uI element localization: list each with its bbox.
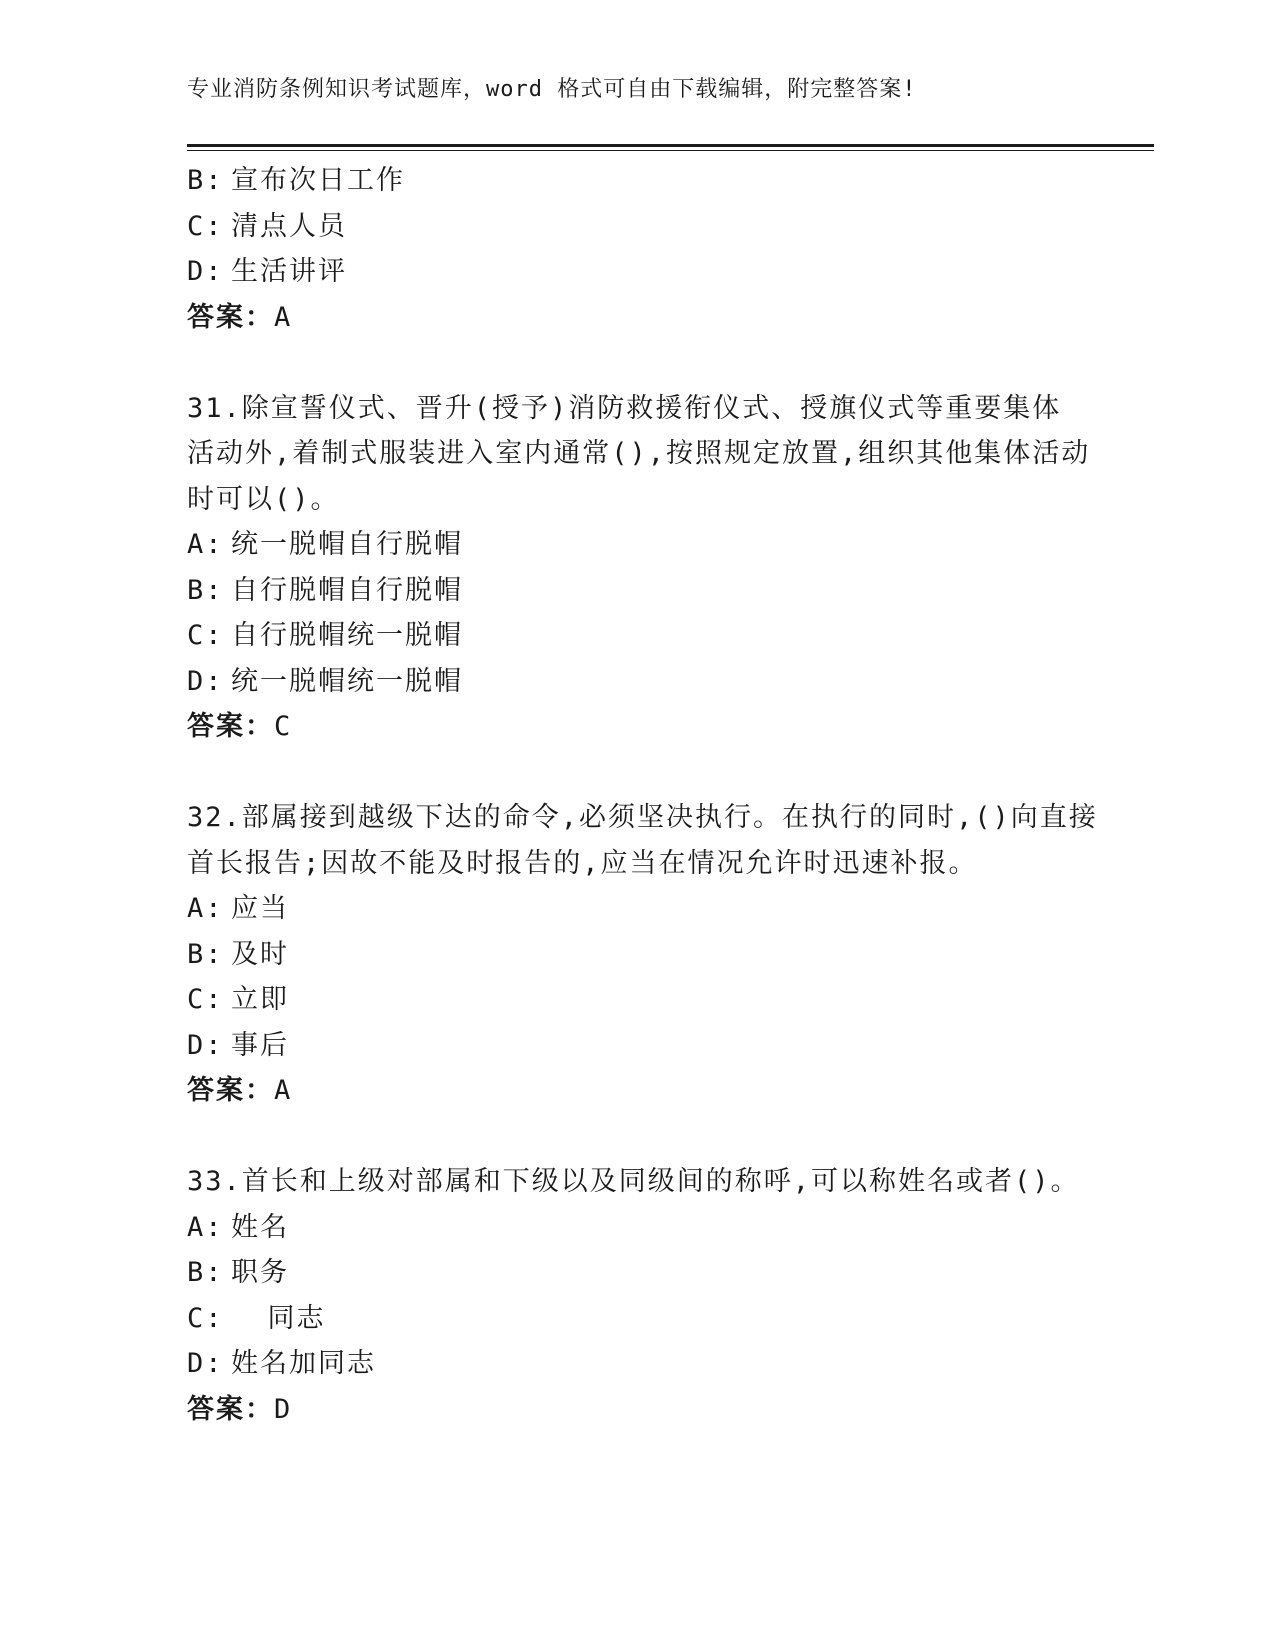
answer-label: 答案： [187, 1393, 274, 1425]
answer-line [187, 1068, 1087, 1114]
spacer [187, 750, 1087, 796]
question-31 [187, 386, 1091, 750]
option-text: 生活讲评 [231, 256, 347, 287]
option-c [187, 204, 1087, 250]
question-stem-line: 31.除宣誓仪式、晋升(授予)消防救援衔仪式、授旗仪式等重要集体 [187, 392, 1062, 424]
answer-line [187, 1387, 1087, 1433]
question-stem-line: 32.部属接到越级下达的命令,必须坚决执行。在执行的同时,()向直接 [187, 802, 1098, 833]
option-text: 姓名加同志 [231, 1348, 376, 1379]
spacer [187, 340, 1087, 386]
option-key: D: [187, 1029, 224, 1061]
option-text: 职务 [231, 1257, 289, 1288]
option-key: D: [187, 1348, 224, 1379]
option-text: 统一脱帽统一脱帽 [231, 665, 463, 697]
header-rule-thick [187, 144, 1154, 147]
option-key: C: [187, 984, 224, 1015]
answer-label: 答案： [187, 301, 274, 333]
option-c [187, 613, 1087, 659]
option-c [187, 977, 1087, 1023]
question-33 [187, 1159, 1087, 1432]
option-b [187, 158, 1087, 204]
option-key: A: [187, 1211, 224, 1243]
answer-label: 答案： [187, 1075, 274, 1106]
option-key: B: [187, 938, 224, 970]
option-text: 清点人员 [231, 210, 347, 242]
question-stem-line: 首长报告;因故不能及时报告的,应当在情况允许时迅速补报。 [187, 847, 978, 879]
option-b [187, 568, 1087, 614]
page-header: 专业消防条例知识考试题库，word 格式可自由下载编辑，附完整答案! [187, 77, 917, 102]
option-text: 及时 [231, 938, 289, 970]
option-a [187, 1205, 1087, 1251]
answer-value: A [274, 301, 292, 333]
answer-value: A [274, 1075, 292, 1106]
answer-line [187, 704, 1087, 750]
option-key: D: [187, 256, 224, 287]
question-stem-line: 活动外,着制式服装进入室内通常(),按照规定放置,组织其他集体活动 [187, 438, 1091, 469]
option-text: 姓名 [231, 1211, 289, 1243]
answer-line [187, 295, 1087, 341]
option-key: C: [187, 1302, 224, 1334]
option-key: A: [187, 893, 224, 924]
option-d [187, 659, 1087, 705]
header-rule-thin [187, 150, 1154, 151]
option-d [187, 249, 1087, 295]
option-key: D: [187, 665, 224, 697]
spacer [187, 1114, 1087, 1160]
option-text: 事后 [231, 1029, 289, 1061]
answer-value: D [274, 1393, 292, 1425]
option-a [187, 886, 1087, 932]
option-b [187, 1250, 1087, 1296]
option-text: 统一脱帽自行脱帽 [231, 529, 463, 560]
option-text: 同志 [231, 1302, 326, 1334]
option-key: B: [187, 165, 224, 196]
option-key: B: [187, 574, 224, 606]
option-text: 立即 [231, 984, 289, 1015]
option-key: A: [187, 529, 224, 560]
option-text: 应当 [231, 893, 289, 924]
question-stem-line: 时可以()。 [187, 483, 340, 515]
option-d [187, 1341, 1087, 1387]
document-body [187, 158, 1098, 1432]
option-text: 自行脱帽自行脱帽 [231, 574, 463, 606]
option-c [187, 1296, 1087, 1342]
answer-label: 答案： [187, 711, 274, 742]
option-key: B: [187, 1257, 224, 1288]
option-key: C: [187, 620, 224, 651]
option-d [187, 1023, 1087, 1069]
option-text: 自行脱帽统一脱帽 [231, 620, 463, 651]
option-text: 宣布次日工作 [231, 165, 405, 196]
answer-value: C [274, 711, 292, 742]
question-stem-line: 33.首长和上级对部属和下级以及同级间的称呼,可以称姓名或者()。 [187, 1166, 1080, 1197]
continued-question [187, 158, 1087, 340]
option-b [187, 932, 1087, 978]
option-a [187, 522, 1087, 568]
question-32 [187, 795, 1098, 1114]
option-key: C: [187, 210, 224, 242]
